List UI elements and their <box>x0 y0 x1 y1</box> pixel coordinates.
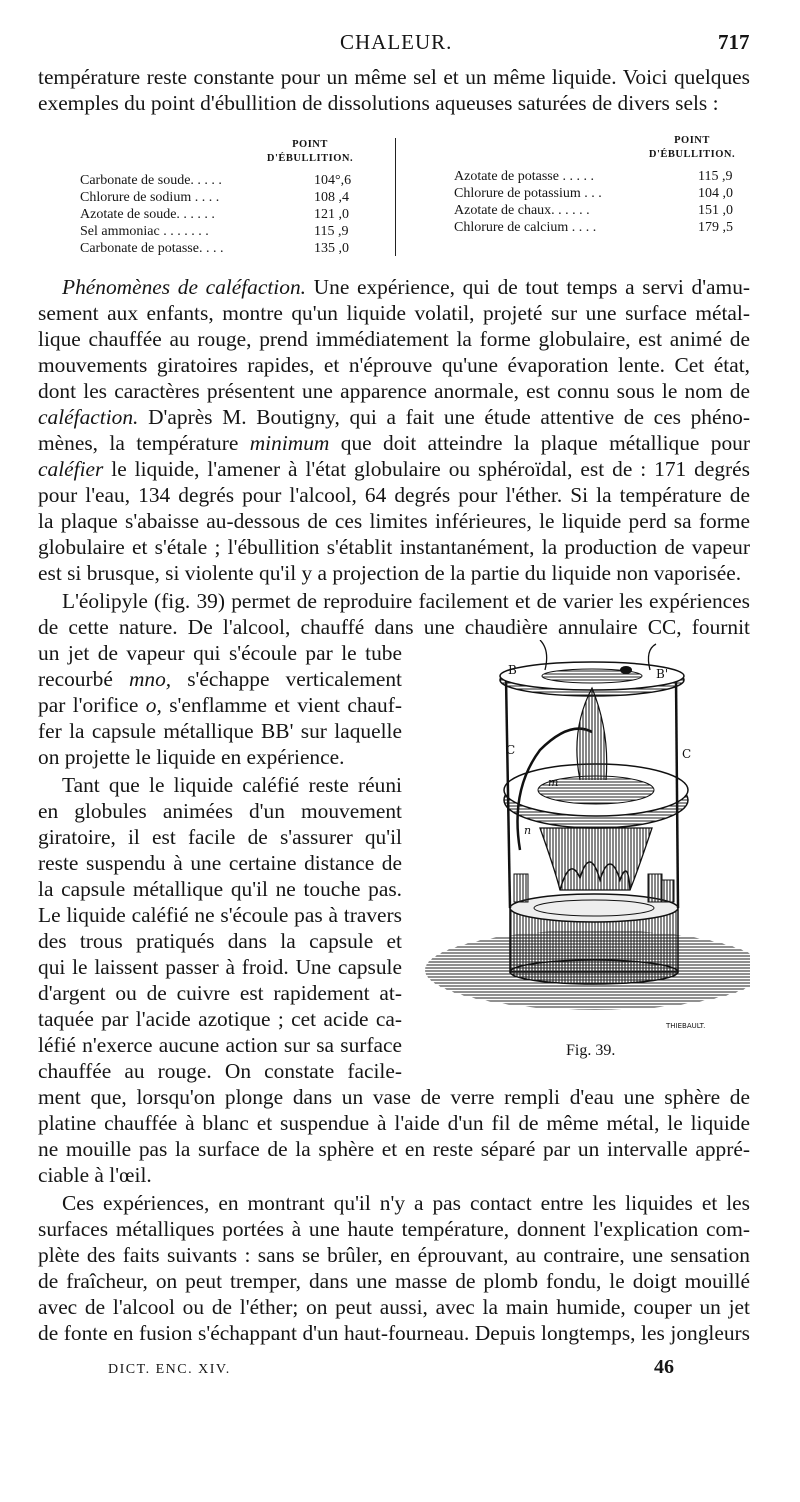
para3-line: des trous pratiqués dans la capsule et <box>38 929 402 953</box>
para3-line: reste suspendu à une certaine distance de <box>38 851 402 875</box>
table-row: Sel ammoniac . . . . . . . 115 ,9 <box>80 224 349 239</box>
label-c-left: C <box>506 743 516 757</box>
para4-line: Ces expériences, en montrant qu'il n'y a pas contact entre les liquides et les <box>62 1191 750 1215</box>
para1-line-1: Phénomènes de caléfaction. Une expérience, qui de tout temps a servi d'amu- <box>62 275 751 299</box>
para2-line: par l'orifice o, s'enflamme et vient chauf- <box>38 693 402 717</box>
para1-line: mènes, la température minimum que doit atteindre la plaque métallique pour <box>38 431 750 455</box>
para3-line: ment que, lorsqu'on plonge dans un vase de verre rempli d'eau une sphère de <box>38 1085 750 1109</box>
para3-line: Tant que le liquide caléfié reste réuni <box>62 773 402 797</box>
table-divider <box>395 138 396 256</box>
table-left <box>80 172 370 257</box>
para1-line: dont les caractères présentent une apparence anormale, est connu sous le nom de <box>38 379 750 403</box>
eolipyle-figure <box>420 640 750 1040</box>
para3-line: ciable à l'œil. <box>38 1163 152 1187</box>
para3-line: ne mouille pas la surface de la sphère et en reste séparé par un intervalle appré- <box>38 1137 750 1161</box>
table-row: Carbonate de potasse. . . . 135 ,0 <box>80 241 349 256</box>
para1-line: la plaque s'abaisse au-dessous de ces limites inférieures, le liquide perd sa forme <box>38 509 750 533</box>
table-row: Carbonate de soude. . . . . 104°,6 <box>80 173 352 188</box>
para2-line: de cette nature. De l'alcool, chauffé dans une chaudière annulaire CC, fournit <box>38 615 750 639</box>
label-m: m <box>548 776 559 789</box>
table-header-left: POINT D'ÉBULLITION. <box>266 139 354 164</box>
label-b: B <box>508 663 517 677</box>
label-b-prime: B' <box>656 667 669 681</box>
para4-line: de fraîcheur, on peut tremper, dans une masse de plomb fondu, le doigt mouillé <box>38 1269 750 1293</box>
para3-line: chauffée au rouge. On constate facile- <box>38 1059 402 1083</box>
para2-line: un jet de vapeur qui s'écoule par le tube <box>38 641 402 665</box>
para1-line: sement aux enfants, montre qu'un liquide volatil, projeté sur une surface métal- <box>38 301 750 325</box>
para3-line: qui le laissent passer à froid. Une capsule <box>38 955 402 979</box>
para2-line: fer la capsule métallique BB' sur laquelle <box>38 719 402 743</box>
para4-line: de fonte en fusion s'échappant d'un haut-fourneau. Depuis longtemps, les jongleurs <box>38 1321 750 1345</box>
para4-line: plète des faits suivants : sans se brûler, en éprouvant, au contraire, une sensation <box>38 1243 750 1267</box>
running-title: CHALEUR. <box>340 30 453 54</box>
para4-line: avec de l'alcool ou de l'éther; on peut aussi, avec la main humide, couper un jet <box>38 1295 750 1319</box>
para3-line: léfié n'exerce aucune action sur sa surface <box>38 1033 402 1057</box>
para4-line: surfaces métalliques portées à une haute température, donnent l'explication com- <box>38 1217 750 1241</box>
table-row: Azotate de chaux. . . . . . 151 ,0 <box>454 203 733 218</box>
table-row: Azotate de soude. . . . . . 121 ,0 <box>80 207 349 222</box>
para1-line: caléfier le liquide, l'amener à l'état globulaire ou sphéroïdal, est de : 171 degrés <box>38 457 750 481</box>
para1-line: est si brusque, si violente qu'il y a projection de la partie du liquide non vaporisée. <box>38 561 742 585</box>
para3-line: Le liquide caléfié ne s'écoule pas à travers <box>38 903 402 927</box>
label-n: n <box>524 824 532 837</box>
para1-line: caléfaction. D'après M. Boutigny, qui a fait une étude attentive de ces phéno- <box>38 405 750 429</box>
table-row: Chlorure de calcium . . . . 179 ,5 <box>454 220 733 235</box>
para1-line: lique chauffée au rouge, prend immédiatement la forme globulaire, est animé de <box>38 327 750 351</box>
table-header-right: POINT D'ÉBULLITION. <box>648 135 736 160</box>
intro-line-1: température reste constante pour un même sel et un même liquide. Voici quelques <box>38 65 750 89</box>
para1-line: globulaire et s'étale ; l'ébullition s'établit instantanément, la production de vapeur <box>38 535 750 559</box>
para1-line: pour l'eau, 134 degrés pour l'alcool, 64 degrés pour l'éther. Si la température de <box>38 483 750 507</box>
para2-line: recourbé mno, s'échappe verticalement <box>38 667 402 691</box>
engraver-signature: THIEBAULT. <box>666 1022 706 1030</box>
table-row: Azotate de potasse . . . . . 115 ,9 <box>454 169 733 184</box>
section-title: Phénomènes de caléfaction. <box>62 275 306 299</box>
signature-number: 46 <box>654 1356 674 1378</box>
label-c-right: C <box>682 747 692 761</box>
table-right <box>454 168 754 236</box>
para3-line: giratoire, il est facile de s'assurer qu'il <box>38 825 402 849</box>
footer-volume: DICT. ENC. XIV. <box>108 1362 231 1377</box>
para1-line: mouvements giratoires rapides, et n'éprouve qu'une évaporation lente. Cet état, <box>38 353 750 377</box>
figure-caption: Fig. 39. <box>566 1042 616 1059</box>
page-number: 717 <box>718 30 750 54</box>
table-row: Chlorure de potassium . . . 104 ,0 <box>454 186 733 201</box>
page-header <box>0 30 800 56</box>
intro-line-2: exemples du point d'ébullition de dissolutions aqueuses saturées de divers sels : <box>38 91 719 115</box>
para2-line: on projette le liquide en expérience. <box>38 745 345 769</box>
para3-line: la capsule métallique qu'il ne touche pas. <box>38 877 402 901</box>
para3-line: d'argent ou de cuivre est rapidement at- <box>38 981 402 1005</box>
para3-line: platine chauffée à blanc et suspendue à l'aide d'un fil de même métal, le liquide <box>38 1111 750 1135</box>
para3-line: en globules animées d'un mouvement <box>38 799 402 823</box>
table-row: Chlorure de sodium . . . . 108 ,4 <box>80 190 349 205</box>
para2-line: L'éolipyle (fig. 39) permet de reproduire facilement et de varier les expériences <box>62 589 750 613</box>
para3-line: taquée par l'acide azotique ; cet acide ca- <box>38 1007 402 1031</box>
